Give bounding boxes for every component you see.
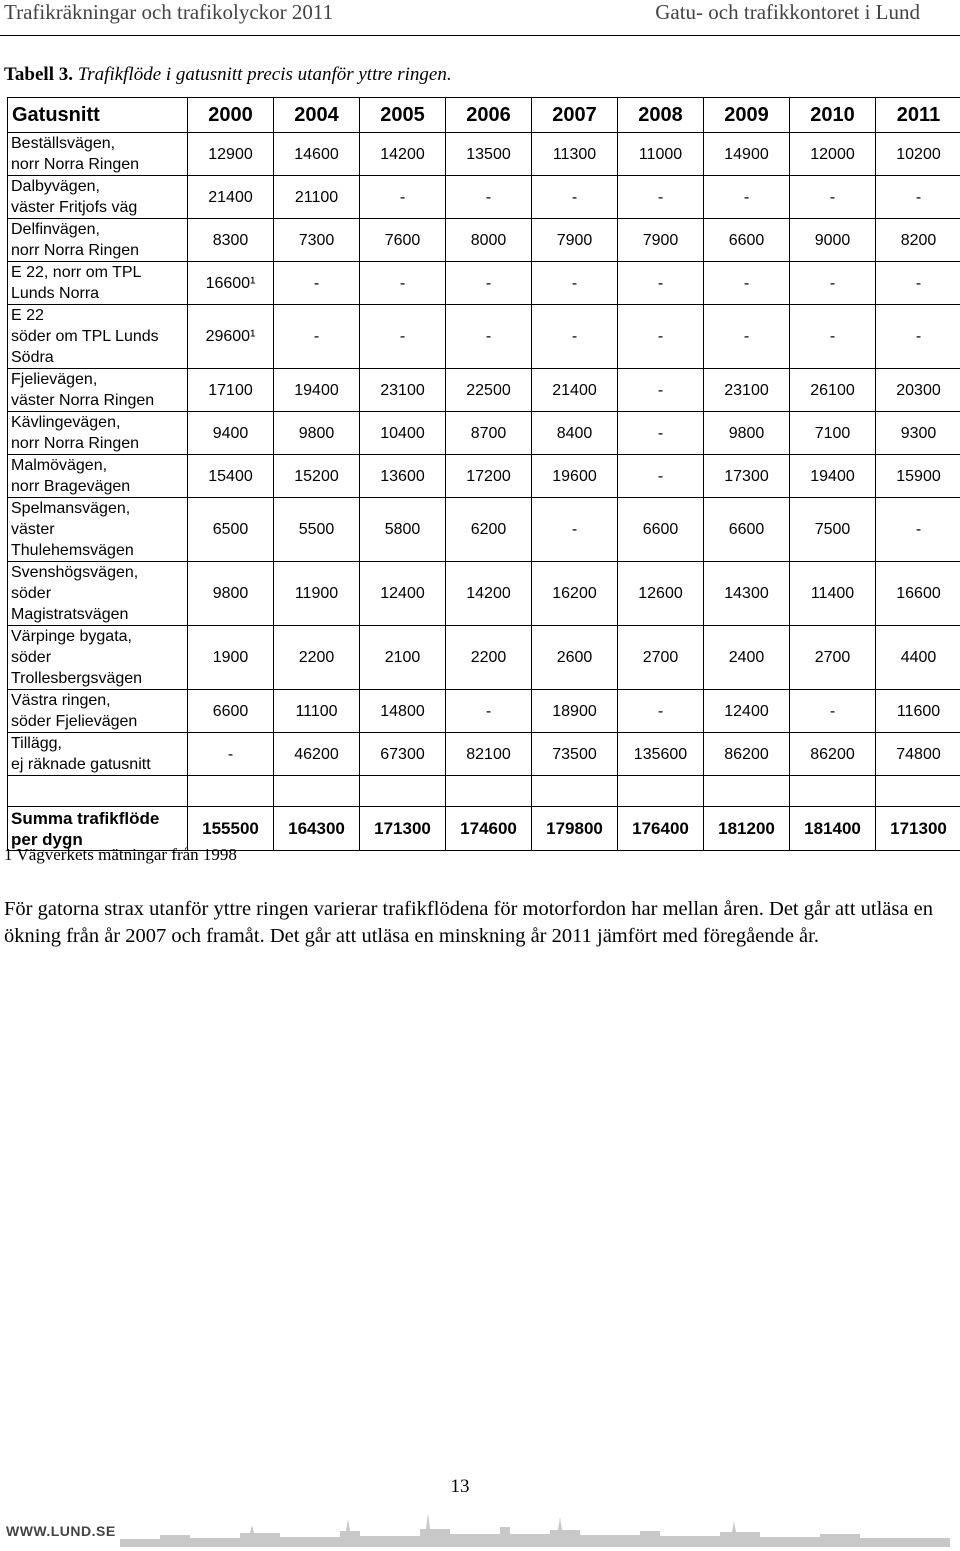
- street-section-name: E 22 söder om TPL Lunds Södra: [8, 305, 188, 369]
- column-header-gatusnitt: Gatusnitt: [8, 98, 188, 133]
- traffic-value-cell: 8700: [446, 412, 532, 455]
- traffic-value-cell: 19400: [274, 369, 360, 412]
- caption-label: Tabell 3.: [4, 64, 73, 85]
- sum-value-cell: 181200: [704, 807, 790, 851]
- traffic-value-cell: -: [446, 305, 532, 369]
- traffic-value-cell: -: [790, 305, 876, 369]
- traffic-value-cell: -: [704, 262, 790, 305]
- traffic-value-cell: 9800: [188, 562, 274, 626]
- column-header-year: 2007: [532, 98, 618, 133]
- page-header: [0, 0, 960, 32]
- sum-row-label: Summa trafikflöde per dygn: [8, 807, 188, 851]
- column-header-year: 2008: [618, 98, 704, 133]
- table-row: [8, 176, 960, 219]
- traffic-value-cell: 16600¹: [188, 262, 274, 305]
- traffic-value-cell: 14200: [446, 562, 532, 626]
- traffic-value-cell: 23100: [704, 369, 790, 412]
- traffic-value-cell: 46200: [274, 733, 360, 776]
- traffic-value-cell: -: [446, 262, 532, 305]
- column-header-year: 2010: [790, 98, 876, 133]
- traffic-value-cell: 8400: [532, 412, 618, 455]
- traffic-value-cell: -: [876, 498, 960, 562]
- street-section-name: Tillägg, ej räknade gatusnitt: [8, 733, 188, 776]
- city-skyline-graphic: [120, 1505, 950, 1547]
- sum-value-cell: 171300: [360, 807, 446, 851]
- table-caption: [4, 64, 452, 86]
- traffic-value-cell: 15400: [188, 455, 274, 498]
- traffic-value-cell: 2600: [532, 626, 618, 690]
- traffic-value-cell: -: [618, 690, 704, 733]
- traffic-value-cell: 5800: [360, 498, 446, 562]
- sum-value-cell: 176400: [618, 807, 704, 851]
- street-section-name: Beställsvägen, norr Norra Ringen: [8, 133, 188, 176]
- traffic-value-cell: 9000: [790, 219, 876, 262]
- traffic-value-cell: 82100: [446, 733, 532, 776]
- spacer-cell: [704, 776, 790, 807]
- traffic-value-cell: 12400: [360, 562, 446, 626]
- traffic-value-cell: 86200: [790, 733, 876, 776]
- traffic-value-cell: 4400: [876, 626, 960, 690]
- table-row: [8, 412, 960, 455]
- traffic-value-cell: 12900: [188, 133, 274, 176]
- traffic-value-cell: 14600: [274, 133, 360, 176]
- traffic-value-cell: 15900: [876, 455, 960, 498]
- street-section-name: Västra ringen, söder Fjelievägen: [8, 690, 188, 733]
- traffic-value-cell: 6600: [704, 498, 790, 562]
- footnote: 1 Vägverkets mätningar från 1998: [4, 845, 237, 864]
- traffic-value-cell: 21400: [532, 369, 618, 412]
- body-paragraph: För gatorna strax utanför yttre ringen varierar trafikflödena för motorfordon har mellan åren. Det går att utläsa en ökning från år 2007 och framåt. Det går att utläsa en minskning år 2011 jämfört med föregående år.: [4, 898, 933, 947]
- sum-value-cell: 155500: [188, 807, 274, 851]
- traffic-value-cell: 12400: [704, 690, 790, 733]
- traffic-value-cell: -: [618, 262, 704, 305]
- traffic-value-cell: 73500: [532, 733, 618, 776]
- traffic-value-cell: 17100: [188, 369, 274, 412]
- table-row: [8, 369, 960, 412]
- header-rule: [0, 35, 960, 36]
- traffic-value-cell: 5500: [274, 498, 360, 562]
- traffic-value-cell: 7900: [618, 219, 704, 262]
- traffic-value-cell: 2400: [704, 626, 790, 690]
- sum-value-cell: 174600: [446, 807, 532, 851]
- traffic-value-cell: 8000: [446, 219, 532, 262]
- traffic-value-cell: 7300: [274, 219, 360, 262]
- traffic-value-cell: 29600¹: [188, 305, 274, 369]
- traffic-value-cell: 6600: [618, 498, 704, 562]
- table-row: [8, 733, 960, 776]
- traffic-value-cell: -: [360, 305, 446, 369]
- traffic-value-cell: -: [360, 176, 446, 219]
- column-header-year: 2004: [274, 98, 360, 133]
- traffic-value-cell: 1900: [188, 626, 274, 690]
- traffic-value-cell: -: [618, 369, 704, 412]
- traffic-value-cell: 23100: [360, 369, 446, 412]
- street-section-name: Malmövägen, norr Bragevägen: [8, 455, 188, 498]
- column-header-year: 2005: [360, 98, 446, 133]
- street-section-name: Delfinvägen, norr Norra Ringen: [8, 219, 188, 262]
- traffic-value-cell: 6600: [188, 690, 274, 733]
- traffic-value-cell: 26100: [790, 369, 876, 412]
- street-section-name: E 22, norr om TPL Lunds Norra: [8, 262, 188, 305]
- traffic-value-cell: 19600: [532, 455, 618, 498]
- table-header-row: [8, 98, 960, 133]
- street-section-name: Fjelievägen, väster Norra Ringen: [8, 369, 188, 412]
- traffic-value-cell: 21400: [188, 176, 274, 219]
- traffic-value-cell: 13500: [446, 133, 532, 176]
- traffic-value-cell: 10400: [360, 412, 446, 455]
- table-row: [8, 219, 960, 262]
- lund-logo: WWW.LUND.SE: [6, 1523, 116, 1539]
- traffic-value-cell: 13600: [360, 455, 446, 498]
- traffic-value-cell: -: [274, 305, 360, 369]
- traffic-value-cell: 11900: [274, 562, 360, 626]
- traffic-value-cell: 2700: [790, 626, 876, 690]
- traffic-value-cell: 19400: [790, 455, 876, 498]
- traffic-value-cell: 74800: [876, 733, 960, 776]
- traffic-value-cell: -: [876, 305, 960, 369]
- traffic-value-cell: 8300: [188, 219, 274, 262]
- street-section-name: Dalbyvägen, väster Fritjofs väg: [8, 176, 188, 219]
- spacer-cell: [8, 776, 188, 807]
- spacer-cell: [790, 776, 876, 807]
- header-right-title: Gatu- och trafikkontoret i Lund: [655, 0, 920, 24]
- column-header-year: 2006: [446, 98, 532, 133]
- traffic-value-cell: 21100: [274, 176, 360, 219]
- traffic-value-cell: -: [618, 412, 704, 455]
- traffic-value-cell: 2200: [446, 626, 532, 690]
- traffic-value-cell: 12600: [618, 562, 704, 626]
- traffic-value-cell: -: [790, 690, 876, 733]
- traffic-value-cell: 11300: [532, 133, 618, 176]
- spacer-cell: [618, 776, 704, 807]
- traffic-value-cell: -: [446, 176, 532, 219]
- spacer-cell: [532, 776, 618, 807]
- header-left-title: Trafikräkningar och trafikolyckor 2011: [4, 0, 334, 24]
- sum-value-cell: 171300: [876, 807, 960, 851]
- sum-value-cell: 179800: [532, 807, 618, 851]
- spacer-cell: [446, 776, 532, 807]
- street-section-name: Spelmansvägen, väster Thulehemsvägen: [8, 498, 188, 562]
- traffic-value-cell: 6200: [446, 498, 532, 562]
- traffic-value-cell: 17200: [446, 455, 532, 498]
- traffic-value-cell: 15200: [274, 455, 360, 498]
- caption-text: Trafikflöde i gatusnitt precis utanför yttre ringen.: [73, 64, 452, 85]
- traffic-value-cell: 11100: [274, 690, 360, 733]
- traffic-value-cell: 12000: [790, 133, 876, 176]
- traffic-value-cell: 6600: [704, 219, 790, 262]
- traffic-value-cell: 9300: [876, 412, 960, 455]
- traffic-value-cell: 2700: [618, 626, 704, 690]
- sum-value-cell: 164300: [274, 807, 360, 851]
- traffic-value-cell: -: [188, 733, 274, 776]
- traffic-value-cell: 7900: [532, 219, 618, 262]
- traffic-value-cell: 7500: [790, 498, 876, 562]
- traffic-value-cell: 9800: [704, 412, 790, 455]
- traffic-value-cell: 9400: [188, 412, 274, 455]
- traffic-value-cell: -: [360, 262, 446, 305]
- traffic-value-cell: 14800: [360, 690, 446, 733]
- spacer-cell: [360, 776, 446, 807]
- traffic-value-cell: 11600: [876, 690, 960, 733]
- traffic-value-cell: -: [790, 262, 876, 305]
- table-row: [8, 626, 960, 690]
- traffic-value-cell: 11400: [790, 562, 876, 626]
- sum-row: [8, 807, 960, 851]
- traffic-value-cell: 2200: [274, 626, 360, 690]
- traffic-value-cell: -: [618, 305, 704, 369]
- traffic-value-cell: -: [532, 498, 618, 562]
- traffic-value-cell: 7100: [790, 412, 876, 455]
- traffic-value-cell: -: [876, 262, 960, 305]
- street-section-name: Svenshögsvägen, söder Magistratsvägen: [8, 562, 188, 626]
- table-row: [8, 498, 960, 562]
- column-header-year: 2009: [704, 98, 790, 133]
- street-section-name: Kävlingevägen, norr Norra Ringen: [8, 412, 188, 455]
- traffic-value-cell: 9800: [274, 412, 360, 455]
- traffic-value-cell: 14200: [360, 133, 446, 176]
- table-row: [8, 455, 960, 498]
- spacer-cell: [876, 776, 960, 807]
- traffic-value-cell: 20300: [876, 369, 960, 412]
- traffic-value-cell: -: [618, 176, 704, 219]
- page-number: 13: [450, 1476, 470, 1497]
- table-spacer-row: [8, 776, 960, 807]
- traffic-value-cell: 7600: [360, 219, 446, 262]
- street-section-name: Värpinge bygata, söder Trollesbergsvägen: [8, 626, 188, 690]
- traffic-value-cell: -: [274, 262, 360, 305]
- column-header-year: 2000: [188, 98, 274, 133]
- table-row: [8, 262, 960, 305]
- traffic-value-cell: 14900: [704, 133, 790, 176]
- traffic-value-cell: -: [532, 305, 618, 369]
- traffic-value-cell: 11000: [618, 133, 704, 176]
- traffic-value-cell: 14300: [704, 562, 790, 626]
- traffic-value-cell: 86200: [704, 733, 790, 776]
- traffic-value-cell: -: [532, 176, 618, 219]
- spacer-cell: [188, 776, 274, 807]
- traffic-value-cell: -: [532, 262, 618, 305]
- traffic-flow-table: [7, 97, 960, 851]
- traffic-value-cell: -: [790, 176, 876, 219]
- traffic-value-cell: -: [446, 690, 532, 733]
- table-row: [8, 690, 960, 733]
- sum-value-cell: 181400: [790, 807, 876, 851]
- traffic-value-cell: 18900: [532, 690, 618, 733]
- traffic-value-cell: -: [876, 176, 960, 219]
- traffic-value-cell: 67300: [360, 733, 446, 776]
- traffic-value-cell: 8200: [876, 219, 960, 262]
- traffic-value-cell: 135600: [618, 733, 704, 776]
- spacer-cell: [274, 776, 360, 807]
- traffic-value-cell: 2100: [360, 626, 446, 690]
- traffic-value-cell: 6500: [188, 498, 274, 562]
- traffic-value-cell: -: [704, 176, 790, 219]
- traffic-value-cell: 17300: [704, 455, 790, 498]
- traffic-value-cell: 10200: [876, 133, 960, 176]
- table-row: [8, 133, 960, 176]
- table-row: [8, 562, 960, 626]
- traffic-value-cell: 16200: [532, 562, 618, 626]
- column-header-year: 2011: [876, 98, 960, 133]
- table-row: [8, 305, 960, 369]
- traffic-value-cell: 22500: [446, 369, 532, 412]
- traffic-value-cell: -: [704, 305, 790, 369]
- traffic-value-cell: 16600: [876, 562, 960, 626]
- traffic-value-cell: -: [618, 455, 704, 498]
